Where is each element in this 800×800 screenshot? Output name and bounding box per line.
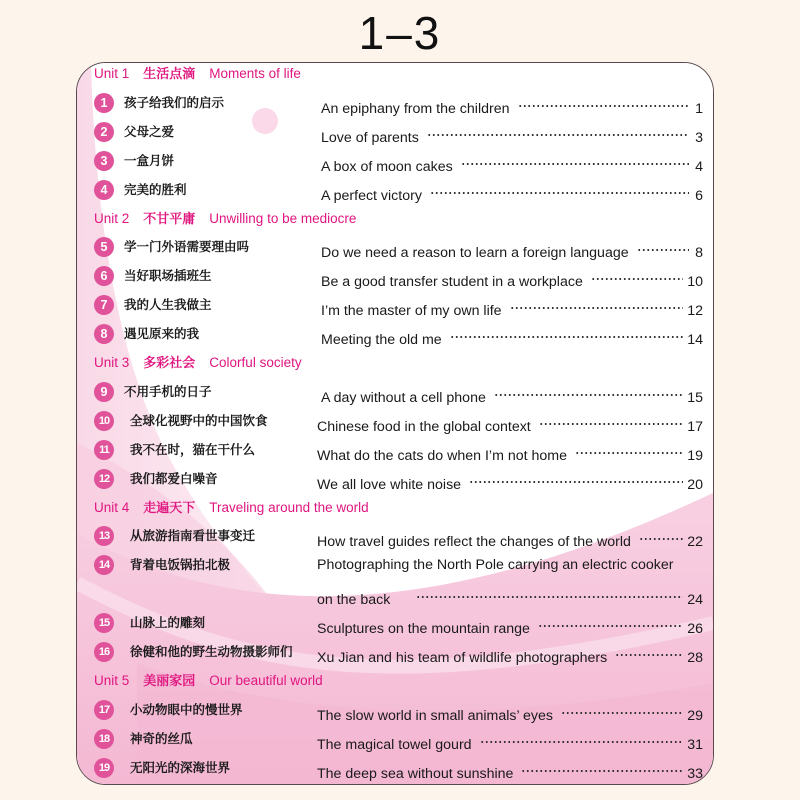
lesson-title-cn: 不用手机的日子 [124,383,212,399]
lesson-title-cn: 背着电饭锅拍北极 [130,557,231,573]
lesson-title-en-line [317,613,703,638]
lesson-title-cn: 从旅游指南看世事变迁 [130,528,256,544]
lesson-title-cn: 小动物眼中的慢世界 [130,701,243,717]
lesson-number-badge: 9 [94,382,114,402]
page-number: 22 [687,534,703,551]
dot-leader [539,411,683,431]
lesson-title-en-line [321,266,703,291]
dot-leader [450,324,684,344]
lesson-number-badge: 15 [94,613,114,633]
lesson-number-badge: 11 [94,440,114,460]
lesson-title-en-line [317,584,703,609]
page-number: 28 [687,650,703,666]
lesson-title-cn: 无阳光的深海世界 [130,759,231,775]
lesson-title-en-line [321,237,703,262]
lesson-title-en-line [321,324,703,349]
lesson-number-badge: 2 [94,122,114,142]
lesson-title-en: I’m the master of my own life [321,303,502,320]
dot-leader [510,295,684,315]
page-number: 29 [687,707,703,724]
toc-entry[interactable] [77,321,713,347]
dot-leader [639,526,683,546]
page-number: 4 [695,158,703,175]
lesson-title-en-line [317,440,703,464]
lesson-title-en: Chinese food in the global context [317,418,531,435]
lesson-title-cn: 父母之爱 [124,123,175,139]
lesson-title-en-line [317,555,703,575]
lesson-title-en: Sculptures on the mountain range [317,621,530,638]
dot-leader [494,382,683,402]
page-number: 26 [687,621,703,638]
toc-entry[interactable] [77,234,713,260]
toc-list [77,63,713,784]
toc-entry[interactable] [77,292,713,318]
lesson-title-en-line [321,122,703,146]
toc-entry[interactable] [77,523,713,549]
lesson-title-en: Photographing the North Pole carrying an electric cooker [317,557,674,574]
dot-leader [430,180,689,200]
unit-title-en: Colorful society [209,355,302,370]
dot-leader [416,584,683,604]
toc-entry[interactable] [77,610,713,636]
unit-label: Unit 1 [94,66,130,81]
lesson-title-en-line [321,93,703,117]
lesson-title-cn: 我的人生我做主 [124,297,212,313]
lesson-title-en: A box of moon cakes [321,158,453,175]
toc-entry[interactable] [77,177,713,203]
page-number: 15 [687,389,703,406]
lesson-number-badge: 7 [94,295,114,315]
lesson-number-badge: 16 [94,642,114,662]
dot-leader [469,469,683,489]
lesson-title-en-line [321,180,703,204]
page-number: 24 [687,592,703,609]
lesson-title-en: A day without a cell phone [321,389,486,406]
lesson-title-en: The deep sea without sunshine [317,765,514,782]
lesson-title-en-line [321,151,703,175]
lesson-title-en: Xu Jian and his team of wildlife photographers [317,650,608,666]
lesson-title-cn: 完美的胜利 [124,181,187,197]
unit-label: Unit 4 [94,499,130,515]
lesson-title-cn: 当好职场插班生 [124,268,212,284]
unit-label: Unit 3 [94,355,130,370]
unit-header [94,670,323,692]
lesson-title-cn: 我们都爱白噪音 [130,470,218,486]
unit-header [94,63,301,85]
lesson-number-badge: 12 [94,469,114,489]
lesson-title-en: We all love white noise [317,476,462,493]
page-number: 20 [687,476,703,493]
unit-title-en: Traveling around the world [209,499,369,515]
lesson-title-en-line [317,411,703,435]
unit-header [94,497,369,519]
lesson-title-en-line [321,295,703,320]
lesson-title-en-line [317,642,703,666]
dot-leader [427,122,689,142]
toc-entry[interactable] [77,552,713,578]
lesson-title-en: What do the cats do when I’m not home [317,447,567,464]
page-number: 1 [695,100,703,117]
lesson-title-en: Do we need a reason to learn a foreign language [321,245,629,262]
toc-entry[interactable] [77,726,713,752]
unit-title-en: Unwilling to be mediocre [209,210,357,226]
lesson-title-en: Love of parents [321,129,419,146]
page-number: 19 [687,447,703,464]
lesson-number-badge: 4 [94,180,114,200]
lesson-title-cn: 一盒月饼 [124,152,175,168]
table-of-contents-card [76,62,714,785]
unit-title-cn: 多彩社会 [143,356,196,371]
lesson-title-en: The magical towel gourd [317,736,472,753]
lesson-title-cn: 全球化视野中的中国饮食 [130,412,268,428]
lesson-title-en-continued: on the back [317,592,391,609]
unit-label: Unit 5 [94,672,130,688]
lesson-number-badge: 5 [94,237,114,257]
lesson-title-cn: 我不在时，猫在干什么 [130,441,256,457]
lesson-number-badge: 18 [94,729,114,749]
lesson-title-en: A perfect victory [321,187,422,204]
lesson-title-en-line [317,729,703,753]
page-number: 10 [687,274,703,291]
lesson-title-en-line [317,526,703,551]
dot-leader [538,613,683,633]
toc-entry[interactable] [77,90,713,116]
page-number: 31 [687,736,703,753]
unit-title-cn: 不甘平庸 [143,211,196,227]
toc-entry[interactable] [77,639,713,665]
lesson-title-en-line [317,469,703,493]
dot-leader [615,642,683,662]
toc-entry[interactable] [77,697,713,723]
lesson-title-cn: 学一门外语需要理由吗 [124,239,250,255]
toc-entry-continuation[interactable] [77,581,713,607]
toc-entry[interactable] [77,466,713,492]
dot-leader [637,237,689,257]
unit-header [94,352,302,374]
lesson-number-badge: 1 [94,93,114,113]
unit-header [94,208,356,230]
page-number: 3 [695,129,703,146]
lesson-number-badge: 10 [94,411,114,431]
toc-entry[interactable] [77,148,713,174]
lesson-title-en: Meeting the old me [321,332,442,349]
lesson-number-badge: 8 [94,324,114,344]
page-range-title: 1–3 [358,7,442,59]
lesson-title-en-line [317,700,703,724]
lesson-title-cn: 神奇的丝瓜 [130,730,193,746]
lesson-number-badge: 14 [94,555,114,575]
page-number: 33 [687,765,703,782]
dot-leader [521,758,683,778]
unit-title-en: Moments of life [209,66,301,81]
toc-entry[interactable] [77,379,713,405]
toc-entry[interactable] [77,119,713,145]
lesson-number-badge: 3 [94,151,114,171]
lesson-title-cn: 遇见原来的我 [124,326,200,342]
dot-leader [518,93,690,113]
lesson-title-cn: 徐健和他的野生动物摄影师们 [130,644,293,659]
dot-leader [461,151,689,171]
unit-title-en: Our beautiful world [209,672,323,688]
unit-label: Unit 2 [94,210,130,226]
dot-leader [561,700,683,720]
lesson-number-badge: 13 [94,526,114,546]
toc-entry[interactable] [77,408,713,434]
lesson-title-en-line [317,758,703,782]
lesson-title-en: How travel guides reflect the changes of the world [317,534,631,551]
dot-leader [480,729,684,749]
toc-entry[interactable] [77,263,713,289]
lesson-title-en: The slow world in small animals’ eyes [317,707,554,724]
page-number: 12 [687,303,703,320]
dot-leader [575,440,683,460]
page-number: 8 [695,245,703,262]
lesson-title-en-line [321,382,703,406]
unit-title-cn: 走遍天下 [143,500,196,516]
lesson-title-en: Be a good transfer student in a workplace [321,274,583,291]
lesson-title-cn: 山脉上的雕刻 [130,615,206,631]
toc-entry[interactable] [77,755,713,781]
toc-entry[interactable] [77,437,713,463]
dot-leader [591,266,683,286]
lesson-title-en: An epiphany from the children [321,100,510,117]
lesson-number-badge: 19 [94,758,114,778]
lesson-title-cn: 孩子给我们的启示 [124,94,225,110]
lesson-number-badge: 17 [94,700,114,720]
page-number: 6 [695,187,703,204]
unit-title-cn: 美丽家园 [143,673,196,689]
page-number: 17 [687,418,703,435]
unit-title-cn: 生活点滴 [143,67,196,82]
page-number: 14 [687,332,703,349]
lesson-number-badge: 6 [94,266,114,286]
